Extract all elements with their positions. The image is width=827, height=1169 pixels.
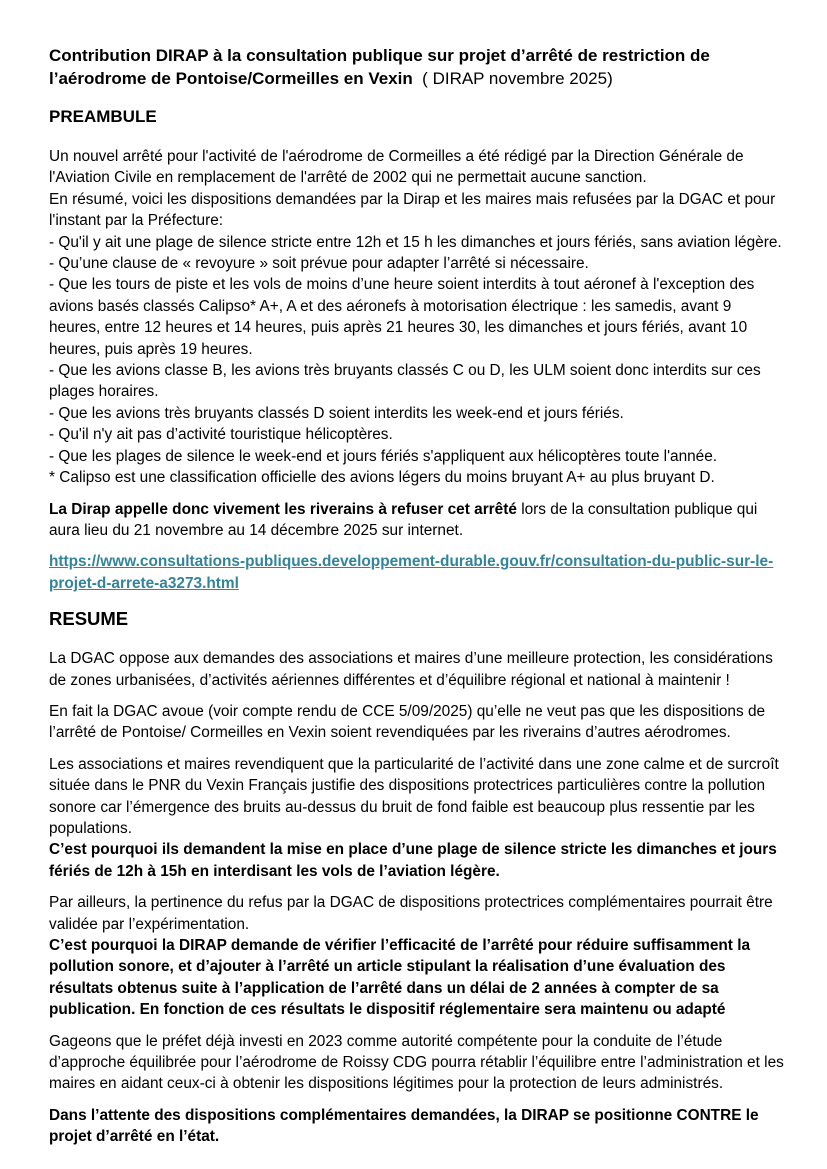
demand-item-2: - Qu’une clause de « revoyure » soit prévue pour adapter l’arrêté si nécessaire. (49, 255, 589, 273)
resume-heading: RESUME (49, 608, 129, 630)
resume-conclusion-bold: Dans l’attente des dispositions complémentaires demandées, la DIRAP se positionne CONTRE le projet d’arrêté en l’état. (49, 1106, 759, 1146)
calipso-footnote: * Calipso est une classification officielle des avions légers du moins bruyant A+ au plus bruyant D. (49, 469, 715, 487)
demand-item-1: - Qu'il y ait une plage de silence stricte entre 12h et 15 h les dimanches et jours fériés, sans aviation légère. (49, 233, 782, 251)
appeal-normal-text: lors de la consultation publique qui aura lieu du 21 novembre au 14 décembre 2025 sur internet. (49, 500, 758, 539)
resume-paragraph-3: Les associations et maires revendiquent que la particularité de l’activité dans une zone calme et de surcroît située dans le PNR du Vexin Français justifie des dispositions protectrices particulières contre la pollution sonore car l’émergence des bruits au-dessus du bruit de fond faible est beaucoup plus ressentie par les populations. (49, 755, 779, 837)
consultation-link[interactable]: https://www.consultations-publiques.developpement-durable.gouv.fr/consultation-du-public-sur-le-projet-d-arrete-a3273.html (49, 553, 774, 592)
title-suffix-text: ( DIRAP novembre 2025) (412, 69, 613, 88)
appeal-bold-text: La Dirap appelle donc vivement les riverains à refuser cet arrêté (49, 500, 517, 518)
demand-item-3: - Que les tours de piste et les vols de moins d’une heure soient interdits à tout aéronef à l'exception des avions basés classés Calipso* A+, A et des aéronefs à motorisation électrique : les samedis, avant 9 heures, entre 12 heures et 14 heures, puis après 21 heures 30, les dimanches et jours fériés, avant 10 heures, puis après 19 heures. (49, 276, 755, 358)
link-paragraph (49, 551, 785, 594)
resume-paragraph-4-bold: C’est pourquoi la DIRAP demande de vérifier l’efficacité de l’arrêté pour réduire suffisamment la pollution sonore, et d’ajouter à l’arrêté un article stipulant la réalisation d’une évaluation des résultats obtenus suite à l’application de l’arrêté dans un délai de 2 années à compter de sa publication. En fonction de ces résultats le dispositif réglementaire sera maintenu ou adapté (49, 937, 751, 1019)
document-title (49, 44, 785, 90)
demand-item-4: - Que les avions classe B, les avions très bruyants classés C ou D, les ULM soient donc interdits sur ces plages horaires. (49, 362, 761, 401)
demand-item-6: - Qu'il n'y ait pas d’activité touristique hélicoptères. (49, 426, 393, 444)
intro-paragraph-1: Un nouvel arrêté pour l'activité de l'aérodrome de Cormeilles a été rédigé par la Direction Générale de l'Aviation Civile en remplacement de l'arrêté de 2002 qui ne permettait aucune sanction. (49, 148, 744, 187)
resume-paragraph-3-bold: C’est pourquoi ils demandent la mise en place d’une plage de silence stricte les dimanches et jours fériés de 12h à 15h en interdisant les vols de l’aviation légère. (49, 841, 777, 880)
preambule-heading: PREAMBULE (49, 107, 157, 126)
resume-paragraph-5: Gageons que le préfet déjà investi en 2023 comme autorité compétente pour la conduite de l’étude d’approche équilibrée pour l’aérodrome de Roissy CDG pourra rétablir l’équilibre entre l’administration et les maires en aidant ceux-ci à obtenir les dispositions légitimes pour la protection de leurs administrés. (49, 1032, 784, 1093)
resume-paragraph-1: La DGAC oppose aux demandes des associations et maires d’une meilleure protection, les considérations de zones urbanisées, d’activités aériennes différentes et d’équilibre régional et national à maintenir ! (49, 650, 773, 689)
title-bold-text: Contribution DIRAP à la consultation publique sur projet d’arrêté de restriction de l’aérodrome de Pontoise/Cormeilles en Vexin (49, 46, 710, 88)
demand-item-5: - Que les avions très bruyants classés D soient interdits les week-end et jours fériés. (49, 404, 624, 422)
demands-list (49, 232, 785, 489)
resume-paragraph-4: Par ailleurs, la pertinence du refus par la DGAC de dispositions protectrices complémentaires pourrait être validée par l’expérimentation. (49, 894, 773, 933)
demand-item-7: - Que les plages de silence le week-end et jours fériés s'appliquent aux hélicoptères toute l'année. (49, 447, 718, 465)
intro-paragraph-2: En résumé, voici les dispositions demandées par la Dirap et les maires mais refusées par la DGAC et pour l'instant par la Préfecture: (49, 190, 776, 230)
appeal-paragraph (49, 499, 785, 542)
resume-paragraph-2: En fait la DGAC avoue (voir compte rendu de CCE 5/09/2025) qu’elle ne veut pas que les dispositions de l’arrêté de Pontoise/ Cormeilles en Vexin soient revendiquées par les riverains d’autres aérodromes. (49, 702, 766, 742)
